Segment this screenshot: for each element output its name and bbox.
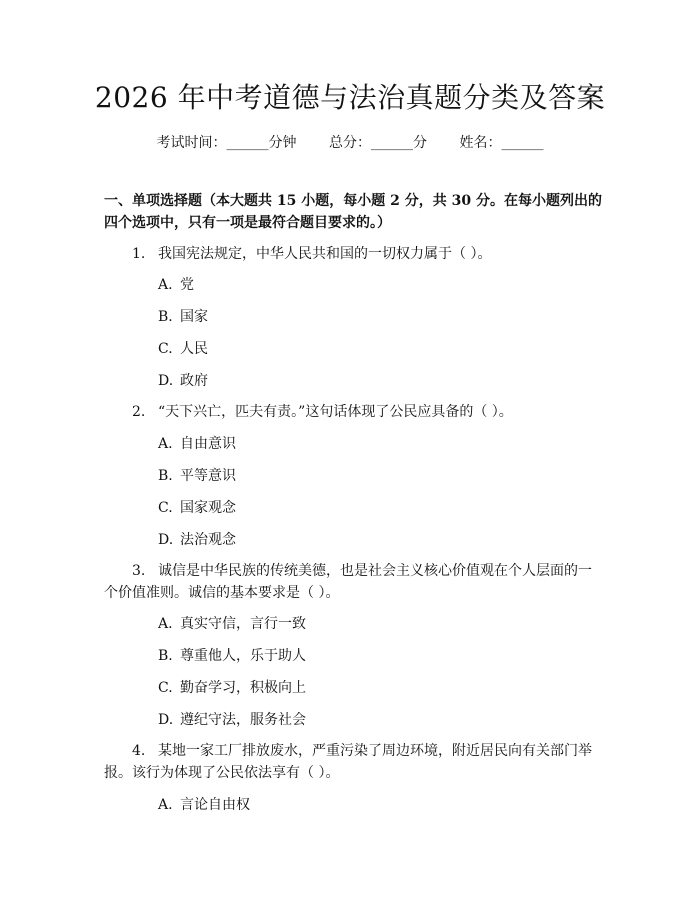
option-label: D. bbox=[158, 373, 174, 389]
option-text: 党 bbox=[180, 277, 194, 293]
option-text: 国家 bbox=[180, 309, 208, 325]
option-text: 法治观念 bbox=[180, 532, 236, 548]
name-field: 姓名：______ bbox=[459, 135, 544, 151]
option-text: 言论自由权 bbox=[180, 797, 250, 813]
question-3-option-a bbox=[158, 614, 306, 634]
question-text: 诚信是中华民族的传统美德，也是社会主义核心价值观在个人层面的一个价值准则。诚信的基本要求是（ ）。 bbox=[104, 563, 592, 601]
option-text: 自由意识 bbox=[180, 436, 236, 452]
question-text: “天下兴亡，匹夫有责。”这句话体现了公民应具备的（ ）。 bbox=[158, 404, 513, 420]
option-label: C. bbox=[158, 500, 173, 516]
option-text: 真实守信，言行一致 bbox=[180, 616, 306, 632]
option-text: 政府 bbox=[180, 373, 208, 389]
total-score-field: 总分：______分 bbox=[329, 135, 427, 151]
option-label: A. bbox=[158, 277, 173, 293]
question-3-option-b bbox=[158, 646, 306, 666]
option-text: 勤奋学习，积极向上 bbox=[180, 680, 306, 696]
question-number: 2. bbox=[132, 404, 146, 420]
question-3 bbox=[104, 560, 600, 604]
question-2 bbox=[104, 401, 600, 423]
question-1-option-b bbox=[158, 307, 208, 327]
option-text: 平等意识 bbox=[180, 468, 236, 484]
option-label: A. bbox=[158, 797, 173, 813]
option-label: B. bbox=[158, 468, 173, 484]
question-3-option-d bbox=[158, 710, 306, 730]
question-number: 4. bbox=[132, 743, 146, 759]
option-label: C. bbox=[158, 341, 173, 357]
exam-info-line bbox=[0, 133, 700, 153]
page-title: 2026 年中考道德与法治真题分类及答案 bbox=[94, 81, 606, 114]
question-3-option-c bbox=[158, 678, 306, 698]
option-text: 尊重他人，乐于助人 bbox=[180, 648, 306, 664]
question-2-option-d bbox=[158, 530, 236, 550]
option-text: 遵纪守法，服务社会 bbox=[180, 712, 306, 728]
option-label: B. bbox=[158, 309, 173, 325]
section-header: 一、单项选择题（本大题共 15 小题，每小题 2 分，共 30 分。在每小题列出的四个选项中，只有一项是最符合题目要求的。） bbox=[104, 193, 602, 231]
option-label: D. bbox=[158, 712, 174, 728]
option-label: C. bbox=[158, 680, 173, 696]
question-2-option-b bbox=[158, 466, 236, 486]
option-text: 国家观念 bbox=[180, 500, 236, 516]
question-1-option-a bbox=[158, 275, 194, 295]
question-number: 3. bbox=[132, 563, 146, 579]
option-label: A. bbox=[158, 436, 173, 452]
option-label: B. bbox=[158, 648, 173, 664]
option-label: D. bbox=[158, 532, 174, 548]
question-4 bbox=[104, 740, 600, 784]
question-2-option-c bbox=[158, 498, 236, 518]
question-text: 某地一家工厂排放废水，严重污染了周边环境，附近居民向有关部门举报。该行为体现了公民依法享有（ ）。 bbox=[104, 743, 592, 781]
exam-time-field: 考试时间：______分钟 bbox=[156, 135, 297, 151]
option-text: 人民 bbox=[180, 341, 208, 357]
question-number: 1. bbox=[132, 246, 146, 262]
question-1 bbox=[104, 243, 600, 265]
question-1-option-c bbox=[158, 339, 208, 359]
question-4-option-a bbox=[158, 795, 250, 815]
question-text: 我国宪法规定，中华人民共和国的一切权力属于（ ）。 bbox=[158, 246, 492, 262]
question-2-option-a bbox=[158, 434, 236, 454]
question-1-option-d bbox=[158, 371, 208, 391]
option-label: A. bbox=[158, 616, 173, 632]
